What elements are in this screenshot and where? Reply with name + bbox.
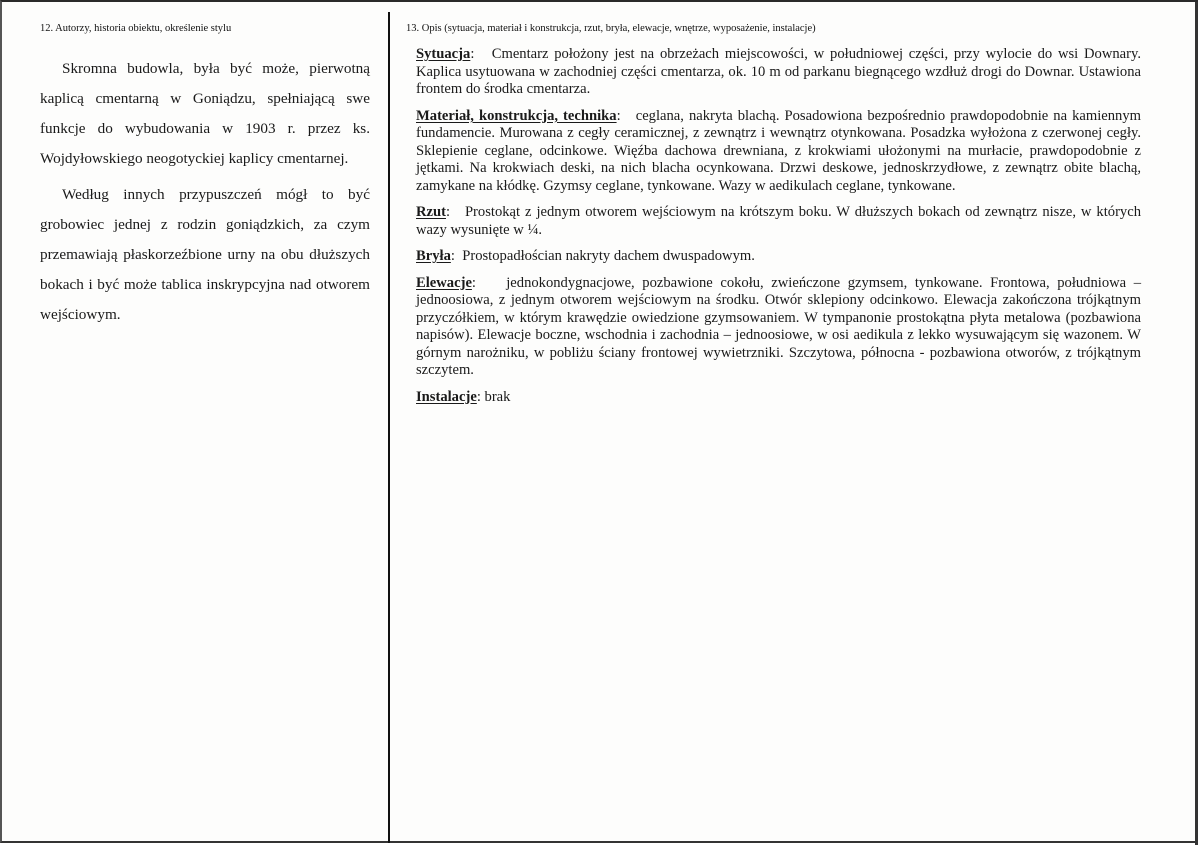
field-12-header: 12. Autorzy, historia obiektu, określenie stylu: [40, 23, 232, 34]
paragraph: Skromna budowla, była być może, pierwotną kaplicą cmentarną w Goniądzu, spełniającą swe funkcje do wybudowania w 1903 r. przez ks. Wojdyłowskiego neogotyckiej kaplicy cmentarnej.: [40, 60, 370, 167]
section-rzut: Rzut: Prostokąt z jednym otworem wejściowym na krótszym boku. W dłuższych bokach od zewnątrz nisze, w których wazy wysunięte w ¼.: [416, 204, 1141, 238]
right-column: [406, 22, 1141, 406]
section-elewacje: Elewacje: jednokondygnacjowe, pozbawione cokołu, zwieńczone gzymsem, tynkowane. Frontowa, południowa – jednoosiowa, z jednym otworem wejściowym na środku. Otwór sklepiony odcinkowo. Elewacja zakończona trójkątnym przyczółkiem, w którym krawędzie owiedzione gzymsowaniem. W tympanonie prostokątna płyta metalowa (pozbawiona napisów). Elewacje boczne, wschodnia i zachodnia – jednoosiowe, w osi aedikula z lekko wysuwającym się wazonem. W górnym narożniku, w pobliżu ściany frontowej wywietrzniki. Szczytowa, północna - pozbawiona otworów, z trójkątnym szczytem.: [416, 274, 1141, 378]
section-text: Prostopadłościan nakryty dachem dwuspadowym.: [462, 248, 755, 264]
paragraph: Według innych przypuszczeń mógł to być grobowiec jednej z rodzin goniądzkich, za czym przemawiają płaskorzeźbione urny na obu dłuższych bokach i być może tablica inskrypcyjna nad otworem wejściowym.: [40, 186, 370, 323]
section-text: Prostokąt z jednym otworem wejściowym na krótszym boku. W dłuższych bokach od zewnątrz nisze, w których wazy wysunięte w ¼.: [416, 204, 1141, 238]
field-13-header: 13. Opis (sytuacja, materiał i konstrukcja, rzut, bryła, elewacje, wnętrze, wyposażenie, instalacje): [406, 23, 816, 34]
section-sytuacja: Sytuacja: Cmentarz położony jest na obrzeżach miejscowości, w południowej części, przy wylocie do wsi Downary. Kaplica usytuowana w zachodniej części cmentarza, ok. 10 m od parkanu biegnącego wzdłuż drogi do Downar. Ustawiona frontem do środka cmentarza.: [416, 46, 1142, 97]
section-material: Materiał, konstrukcja, technika: ceglana, nakryta blachą. Posadowiona bezpośrednio prawdopodobnie na kamiennym fundamencie. Murowana z cegły ceramicznej, z zewnątrz i wewnątrz otynkowana. Posadzka wyłożona z czerwonej cegły. Sklepienie ceglane, odcinkowe. Więźba dachowa drewniana, z krokwiami ułożonymi na murłacie, prawdopodobnie z jętkami. Na krokwiach deski, na nich blacha ocynkowana. Drzwi deskowe, jednoskrzydłowe, z zewnątrz obite blachą, zamykane na kłódkę. Gzymsy ceglane, tynkowane. Wazy w aedikulach ceglane, tynkowane.: [416, 107, 1141, 194]
field-13-body: [406, 46, 1141, 406]
section-instalacje: Instalacje: brak: [416, 388, 511, 405]
section-text: brak: [484, 388, 511, 405]
section-label: Materiał, konstrukcja, technika: [416, 107, 617, 124]
column-divider: [388, 12, 390, 843]
field-12-body: [40, 54, 370, 330]
section-bryla: Bryła: Prostopadłościan nakryty dachem dwuspadowym.: [416, 248, 755, 264]
section-label: Elewacje: [416, 274, 472, 291]
left-column: [40, 22, 370, 330]
section-text: ceglana, nakryta blachą. Posadowiona bezpośrednio prawdopodobnie na kamiennym fundamencie. Murowana z cegły ceramicznej, z zewnątrz i wewnątrz otynkowana. Posadzka wyłożona z czerwonej cegły. Sklepienie ceglane, odcinkowe. Więźba dachowa drewniana, z krokwiami ułożonymi na murłacie, prawdopodobnie z jętkami. Na krokwiach deski, na nich blacha ocynkowana. Drzwi deskowe, jednoskrzydłowe, z zewnątrz obite blachą, zamykane na kłódkę. Gzymsy ceglane, tynkowane. Wazy w aedikulach ceglane, tynkowane.: [416, 107, 1141, 194]
section-label: Instalacje: [416, 388, 477, 405]
section-text: Cmentarz położony jest na obrzeżach miejscowości, w południowej części, przy wylocie do wsi Downary. Kaplica usytuowana w zachodniej części cmentarza, ok. 10 m od parkanu biegnącego wzdłuż drogi do Downar. Ustawiona frontem do środka cmentarza.: [416, 46, 1142, 97]
section-label: Rzut: [416, 204, 446, 220]
section-text: jednokondygnacjowe, pozbawione cokołu, zwieńczone gzymsem, tynkowane. Frontowa, południowa – jednoosiowa, z jednym otworem wejściowym na środku. Otwór sklepiony odcinkowo. Elewacja zakończona trójkątnym przyczółkiem, w którym krawędzie owiedzione gzymsowaniem. W tympanonie prostokątna płyta metalowa (pozbawiona napisów). Elewacje boczne, wschodnia i zachodnia – jednoosiowe, w osi aedikula z lekko wysuwającym się wazonem. W górnym narożniku, w pobliżu ściany frontowej wywietrzniki. Szczytowa, północna - pozbawiona otworów, z trójkątnym szczytem.: [416, 274, 1141, 378]
section-label: Bryła: [416, 248, 451, 264]
section-label: Sytuacja: [416, 46, 471, 62]
